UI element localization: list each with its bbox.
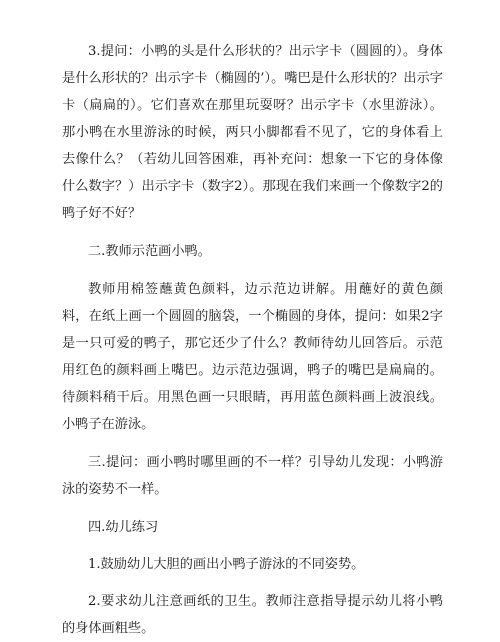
paragraph-practice-2: 2.要求幼儿注意画纸的卫生。教师注意指导提示幼儿将小鸭的身体画粗些。 xyxy=(62,594,443,636)
paragraph-section-2-heading: 二.教师示范画小鸭。 xyxy=(88,244,211,259)
document-body xyxy=(62,38,443,642)
paragraph-section-3-question: 三.提问：画小鸭时哪里画的不一样？引导幼儿发现：小鸭游泳的姿势不一样。 xyxy=(62,455,443,497)
paragraph-question-3: 3.提问：小鸭的头是什么形状的？出示字卡（圆圆的）。身体是什么形状的？出示字卡（椭圆的’）。嘴巴是什么形状的？出示字卡（扁扁的）。它们喜欢在那里玩耍呀？出示字卡（水里游泳）。那小鸭在水里游泳的时候，两只小脚都看不见了，它的身体看上去像什么？（若幼儿回答困难，再补充问：想象一下它的身体像什么数字？）出示字卡（数字2）。那现在我们来画一个像数字2的鸭子好不好？ xyxy=(62,44,443,221)
paragraph-practice-1: 1.鼓励幼儿大胆的画出小鸭子游泳的不同姿势。 xyxy=(88,557,365,572)
paragraph-teacher-demo: 教师用棉签蘸黄色颜料，边示范边讲解。用蘸好的黄色颜料，在纸上画一个圆圆的脑袋，一个椭圆的身体，提问：如果2字是一只可爱的鸭子，那它还少了什么？教师待幼儿回答后。示范用红色的颜料画上嘴巴。边示范边强调，鸭子的嘴巴是扁扁的。待颜料稍干后。用黑色画一只眼睛，再用蓝色颜料画上波浪线。小鸭子在游泳。 xyxy=(62,282,443,432)
paragraph-section-4-heading: 四.幼儿练习 xyxy=(88,520,159,535)
